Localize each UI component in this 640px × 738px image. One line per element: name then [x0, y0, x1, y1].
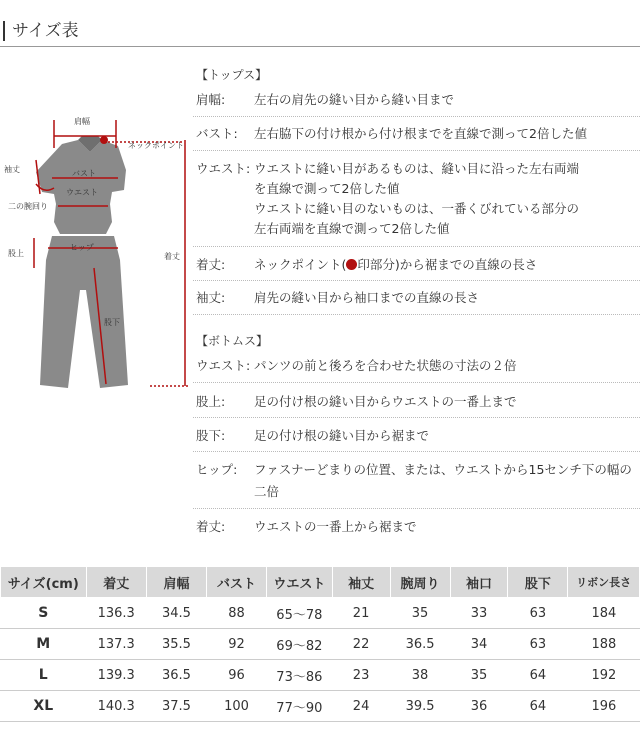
table-cell: 34.5	[146, 598, 206, 629]
table-header-cell: 肩幅	[146, 567, 206, 598]
table-cell: 140.3	[86, 691, 146, 722]
table-cell: 63	[508, 629, 568, 660]
title-divider	[0, 46, 640, 47]
table-cell: 77～90	[267, 691, 333, 722]
table-cell: 139.3	[86, 660, 146, 691]
table-cell: 36.5	[146, 660, 206, 691]
pants-shape	[40, 236, 128, 388]
page-title-text: サイズ表	[12, 21, 79, 41]
table-cell: 21	[332, 598, 390, 629]
spec-divider	[193, 246, 640, 248]
spec-desc: 足の付け根の縫い目からウエストの一番上まで	[254, 394, 517, 409]
size-label: M	[1, 629, 87, 660]
spec-divider	[193, 116, 640, 118]
label-neck-point: ネックポイント	[128, 141, 184, 150]
tops-heading: 【トップス】	[196, 68, 268, 82]
spec-desc: 肩先の縫い目から袖口までの直線の長さ	[254, 290, 480, 305]
spec-divider	[193, 280, 640, 282]
spec-desc	[254, 255, 537, 275]
spec-divider	[193, 150, 640, 152]
table-row	[1, 691, 640, 722]
table-cell: 184	[568, 598, 640, 629]
spec-desc: を直線で測って2倍した値	[254, 181, 400, 196]
table-header-cell: 着丈	[86, 567, 146, 598]
spec-divider	[193, 314, 640, 316]
spec-term: ヒップ:	[196, 462, 238, 477]
label-ninoude: 二の腕回り	[8, 202, 48, 211]
table-cell: 100	[207, 691, 267, 722]
size-label: XL	[1, 691, 87, 722]
table-cell: 64	[508, 660, 568, 691]
table-cell: 35.5	[146, 629, 206, 660]
spec-term: 肩幅:	[196, 92, 226, 107]
spec-desc: 左右両端を直線で測って2倍した値	[254, 221, 450, 236]
table-row	[1, 629, 640, 660]
table-header-cell: 袖口	[450, 567, 508, 598]
size-label: S	[1, 598, 87, 629]
table-row	[1, 598, 640, 629]
size-label: L	[1, 660, 87, 691]
table-cell: 24	[332, 691, 390, 722]
table-cell: 38	[390, 660, 450, 691]
label-bust: バスト	[72, 169, 96, 178]
table-cell: 69～82	[267, 629, 333, 660]
spec-desc: ファスナーどまりの位置、または、ウエストから15センチ下の幅の	[254, 462, 632, 477]
neck-point-marker	[100, 136, 108, 144]
spec-desc: ウエストの一番上から裾まで	[254, 519, 417, 534]
table-header-cell: 腕周り	[390, 567, 450, 598]
table-cell: 34	[450, 629, 508, 660]
spec-desc: ウエストに縫い目のないものは、一番くびれている部分の	[254, 201, 580, 216]
red-dot-icon	[346, 259, 357, 270]
spec-desc: 二倍	[254, 484, 280, 499]
spec-term: 股下:	[196, 428, 226, 443]
spec-term: 着丈:	[196, 519, 226, 534]
table-cell: 63	[508, 598, 568, 629]
table-cell: 196	[568, 691, 640, 722]
size-table	[0, 566, 640, 722]
spec-term: ウエスト:	[196, 161, 251, 176]
table-cell: 65～78	[267, 598, 333, 629]
spec-desc: 左右の肩先の縫い目から縫い目まで	[254, 92, 455, 107]
page-title	[0, 18, 79, 44]
spec-term: 股上:	[196, 394, 226, 409]
label-waist: ウエスト	[66, 188, 98, 197]
spec-divider	[193, 451, 640, 453]
spec-desc: 左右脇下の付け根から付け根までを直線で測って2倍した値	[254, 126, 587, 141]
table-header-cell: 股下	[508, 567, 568, 598]
table-cell: 36.5	[390, 629, 450, 660]
spec-desc-after: 印部分)から裾までの直線の長さ	[357, 257, 538, 272]
spec-desc: ウエストに縫い目があるものは、縫い目に沿った左右両端	[254, 161, 580, 176]
table-cell: 137.3	[86, 629, 146, 660]
table-cell: 96	[207, 660, 267, 691]
spec-term: バスト:	[196, 126, 238, 141]
table-header-cell: バスト	[207, 567, 267, 598]
table-cell: 22	[332, 629, 390, 660]
spec-term: 着丈:	[196, 257, 226, 272]
table-cell: 192	[568, 660, 640, 691]
table-row	[1, 660, 640, 691]
table-header-row	[1, 567, 640, 598]
table-header-cell: リボン長さ	[568, 567, 640, 598]
label-katahaba: 肩幅	[74, 117, 90, 126]
table-header-cell: 袖丈	[332, 567, 390, 598]
label-sodetake: 袖丈	[4, 165, 20, 174]
spec-desc: 足の付け根の縫い目から裾まで	[254, 428, 430, 443]
spec-divider	[193, 417, 640, 419]
spec-desc-before: ネックポイント(	[254, 257, 347, 272]
spec-desc: パンツの前と後ろを合わせた状態の寸法の２倍	[254, 358, 517, 373]
label-kitake: 着丈	[164, 252, 180, 261]
table-cell: 73～86	[267, 660, 333, 691]
title-bar	[3, 21, 5, 41]
table-cell: 188	[568, 629, 640, 660]
table-cell: 136.3	[86, 598, 146, 629]
label-matagami: 股上	[8, 249, 24, 258]
label-hip: ヒップ	[70, 243, 94, 252]
table-cell: 39.5	[390, 691, 450, 722]
garment-diagram	[0, 100, 200, 400]
bottoms-heading: 【ボトムス】	[196, 334, 269, 348]
table-header-cell: ウエスト	[267, 567, 333, 598]
label-matashita: 股下	[104, 318, 120, 327]
spec-divider	[193, 382, 640, 384]
table-cell: 37.5	[146, 691, 206, 722]
spec-term: ウエスト:	[196, 358, 251, 373]
table-cell: 92	[207, 629, 267, 660]
table-cell: 23	[332, 660, 390, 691]
table-cell: 35	[390, 598, 450, 629]
spec-term: 袖丈:	[196, 290, 226, 305]
table-cell: 35	[450, 660, 508, 691]
table-cell: 36	[450, 691, 508, 722]
table-cell: 33	[450, 598, 508, 629]
table-header-cell: サイズ(cm)	[1, 567, 87, 598]
spec-divider	[193, 508, 640, 510]
table-cell: 64	[508, 691, 568, 722]
table-cell: 88	[207, 598, 267, 629]
